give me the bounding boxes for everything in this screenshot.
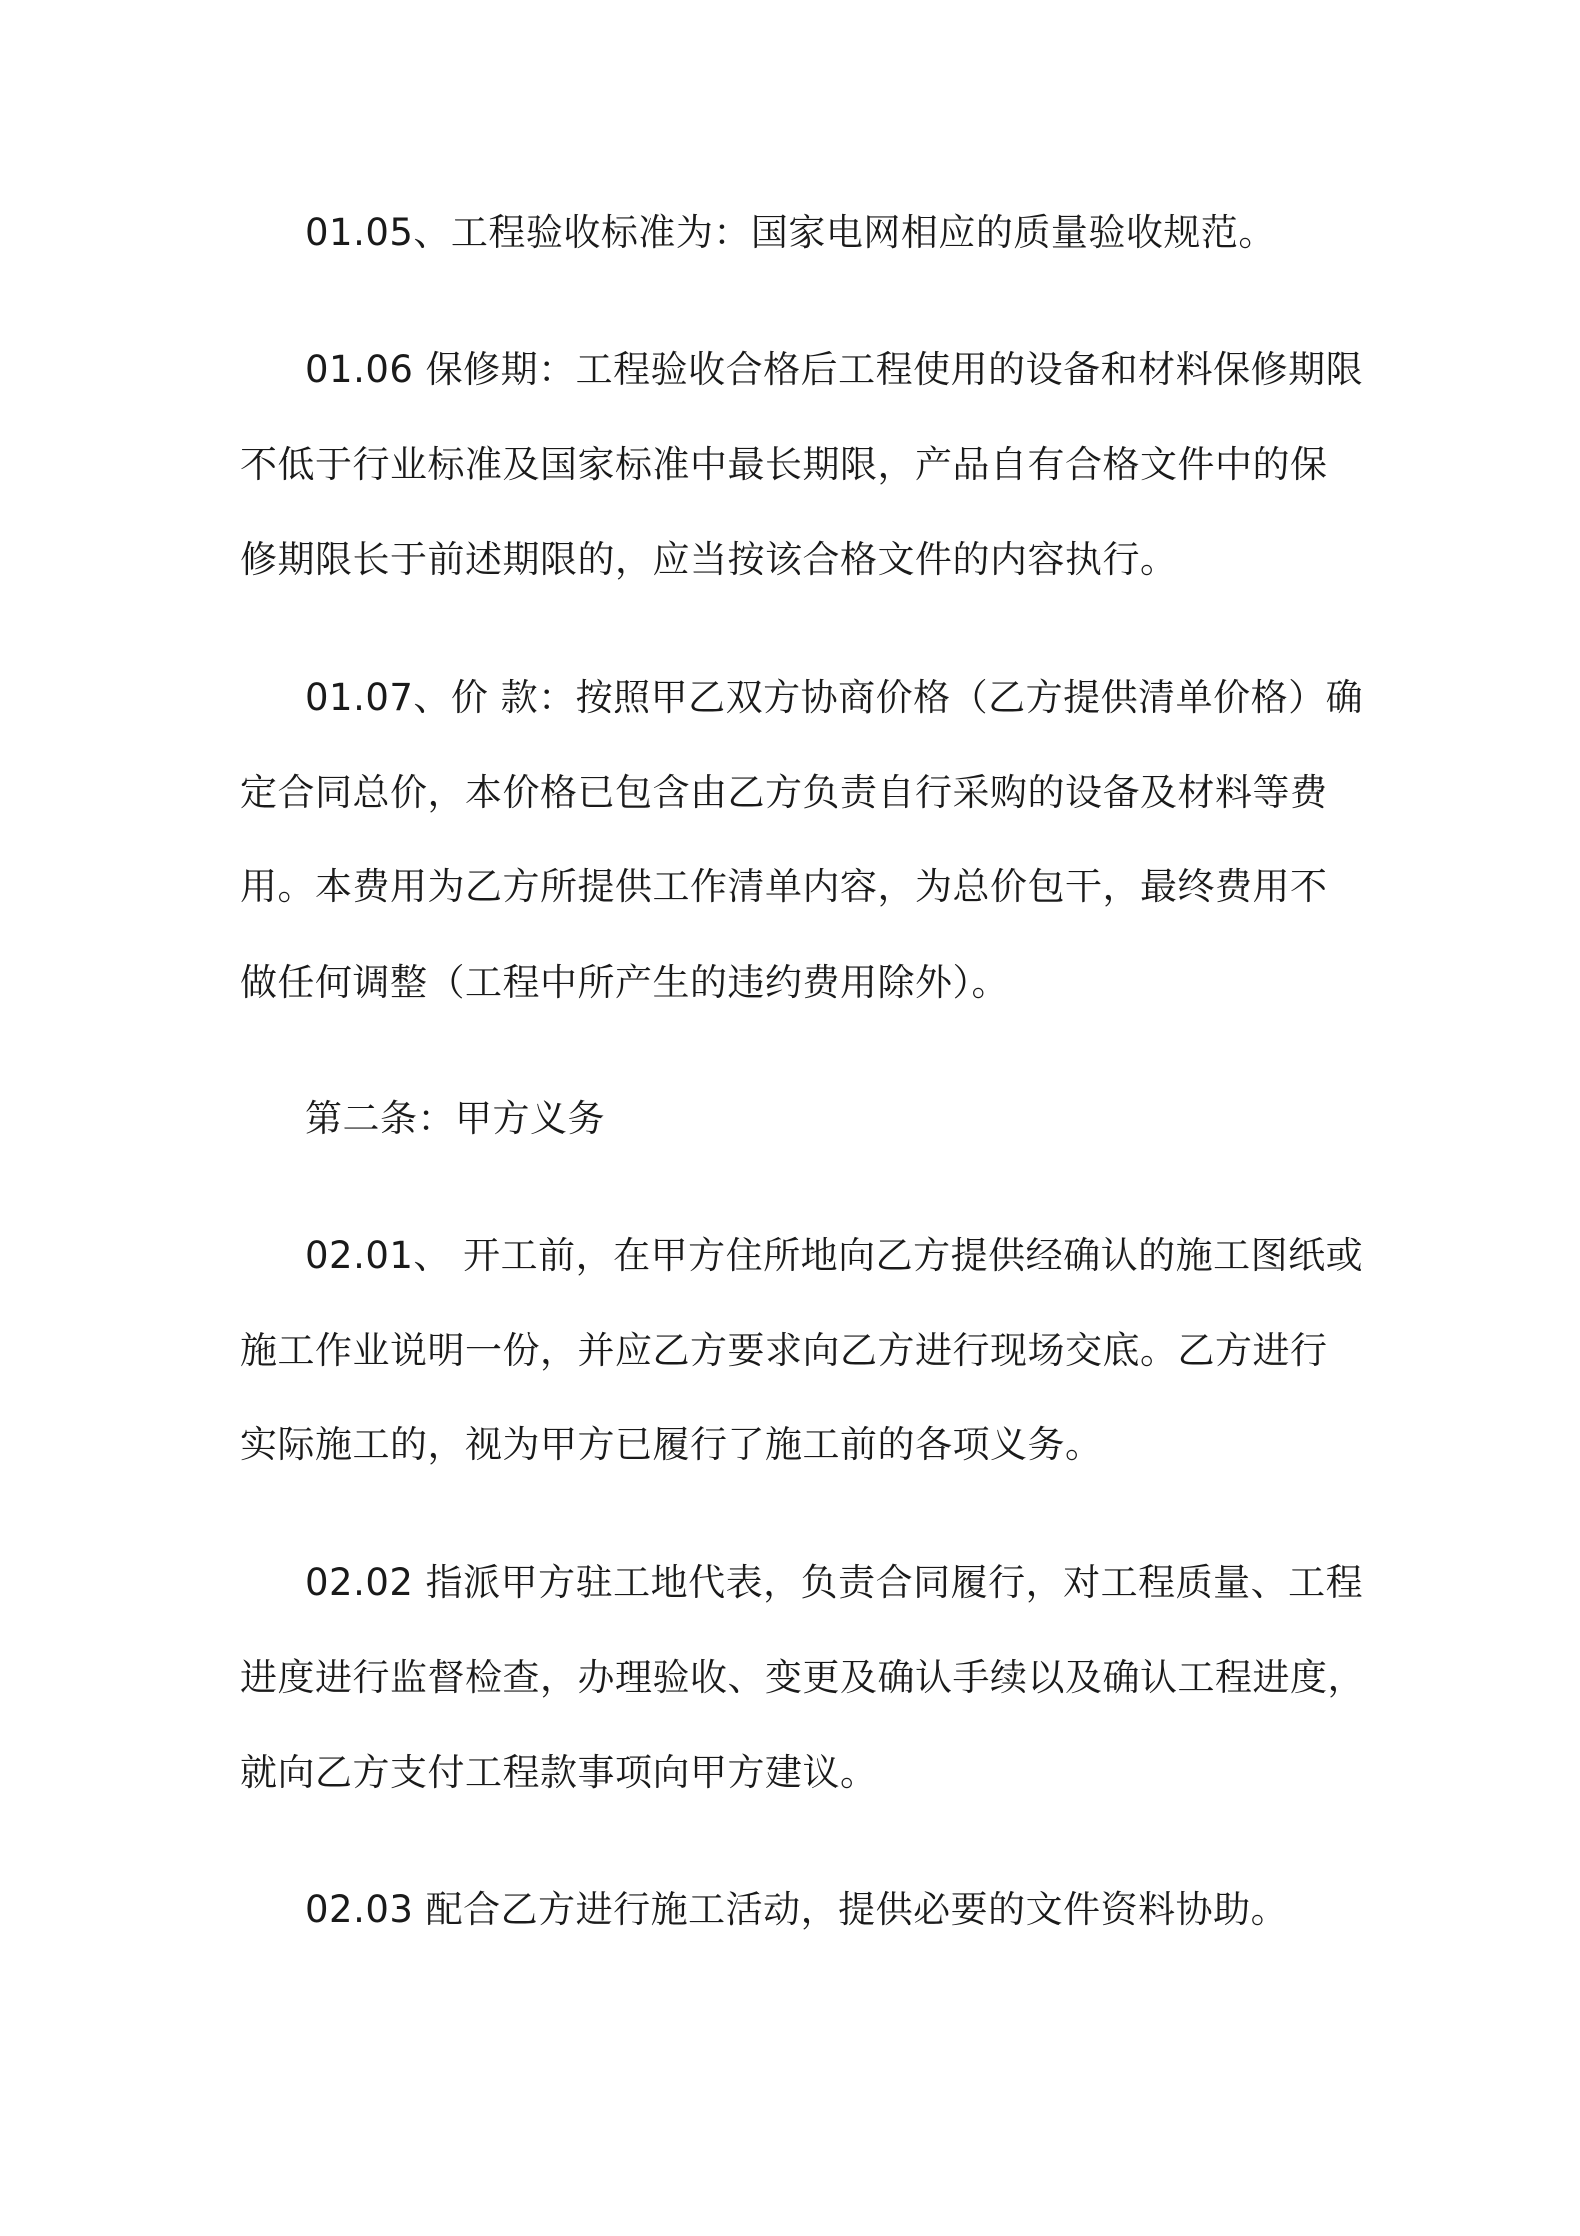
clause-0107-line-1: 01.07、价 款：按照甲乙双方协商价格（乙方提供清单价格）确 (305, 676, 1364, 719)
clause-0105-line-1: 01.05、工程验收标准为：国家电网相应的质量验收规范。 (305, 211, 1276, 254)
clause-0107-line-3: 用。本费用为乙方所提供工作清单内容，为总价包干，最终费用不 (240, 865, 1328, 908)
clause-0201-line-2: 施工作业说明一份，并应乙方要求向乙方进行现场交底。乙方进行 (240, 1329, 1328, 1372)
clause-0107-line-2: 定合同总价，本价格已包含由乙方负责自行采购的设备及材料等费 (240, 771, 1328, 814)
clause-0202-line-2: 进度进行监督检查，办理验收、变更及确认手续以及确认工程进度， (240, 1656, 1365, 1699)
clause-0201-line-3: 实际施工的，视为甲方已履行了施工前的各项义务。 (240, 1423, 1103, 1466)
clause-0202-line-3: 就向乙方支付工程款事项向甲方建议。 (240, 1751, 878, 1794)
article-2-heading: 第二条：甲方义务 (305, 1097, 605, 1140)
clause-0203-line-1: 02.03 配合乙方进行施工活动，提供必要的文件资料协助。 (305, 1888, 1289, 1931)
clause-0202-line-1: 02.02 指派甲方驻工地代表，负责合同履行，对工程质量、工程 (305, 1561, 1364, 1604)
clause-0107-line-4: 做任何调整（工程中所产生的违约费用除外）。 (240, 961, 1009, 1004)
clause-0201-line-1: 02.01、 开工前，在甲方住所地向乙方提供经确认的施工图纸或 (305, 1234, 1364, 1277)
clause-0106-line-3: 修期限长于前述期限的，应当按该合格文件的内容执行。 (240, 538, 1178, 581)
clause-0106-line-2: 不低于行业标准及国家标准中最长期限，产品自有合格文件中的保 (240, 443, 1328, 486)
clause-0106-line-1: 01.06 保修期：工程验收合格后工程使用的设备和材料保修期限 (305, 348, 1364, 391)
